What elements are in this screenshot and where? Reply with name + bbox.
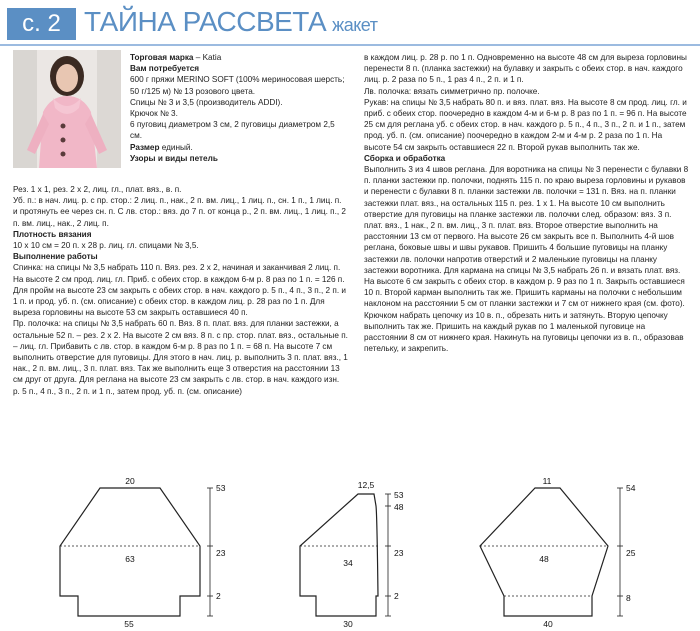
page-header xyxy=(0,0,700,44)
brand-label: Торговая марка xyxy=(130,53,194,62)
work-paragraph: в каждом лиц. р. 28 р. по 1 п. Одновременно на высоте 48 см для выреза горловины перенести 8 п. (планка застежки) на булавку и закрыть с обеих стор. в нач. каждого лиц. р. 2 раза по 5 п., 1 раз 4 п., 2 п. и 1 п. xyxy=(364,53,687,85)
title-main: ТАЙНА РАССВЕТА xyxy=(84,6,327,37)
schematic-front xyxy=(300,476,410,629)
sleeve-bottom-width: 40 xyxy=(543,619,553,629)
back-height-rib: 2 xyxy=(216,591,221,601)
model-photo xyxy=(13,50,121,168)
back-height-side: 23 xyxy=(216,548,226,558)
title-subtitle: жакет xyxy=(332,15,378,35)
front-height-rib: 2 xyxy=(394,591,399,601)
size-value: единый. xyxy=(159,142,193,152)
front-height-total: 53 xyxy=(394,490,404,500)
density-heading: Плотность вязания xyxy=(13,229,92,239)
right-column xyxy=(364,52,691,354)
density-text: 10 х 10 см = 20 п. х 28 р. лиц. гл. спицами № 3,5. xyxy=(13,241,199,251)
pattern-line: Рез. 1 х 1, рез. 2 х 2, лиц. гл., плат. вяз., в. п. xyxy=(13,185,182,194)
materials-block xyxy=(130,52,348,164)
sleeve-height-total: 54 xyxy=(626,483,636,493)
page-label: с. 2 xyxy=(7,8,76,40)
sleeve-height-mid: 25 xyxy=(626,548,636,558)
materials-heading: Вам потребуется xyxy=(130,64,200,74)
sleeve-width: 48 xyxy=(539,554,549,564)
work-heading: Выполнение работы xyxy=(13,252,98,262)
back-top-width: 20 xyxy=(125,476,135,486)
sleeve-top-width: 11 xyxy=(542,476,552,486)
materials-line: 600 г пряжи MERINO SOFT (100% мериносовая шерсть; 50 г/125 м) № 13 розового цвета. xyxy=(130,75,345,96)
sleeve-height-cuff: 8 xyxy=(626,593,631,603)
materials-line: Спицы № 3 и 3,5 (производитель ADDI). xyxy=(130,97,283,107)
front-outline xyxy=(300,494,378,616)
assembly-text: Выполнить 3 из 4 швов реглана. Для воротника на спицы № 3 перенести с булавки 8 п. планки застежки пр. полочки, поднять 115 п. по краю выреза горловины и рукавов и перенести с булавки 8 п. планки застежки лв. полочки = 131 п. Вяз. на п. планки застежки плат. вяз., на остальных 115 п. рез. 1 х 1. На высоте 10 см выполнить отверстие для пуговицы на планке застежки лв. полочки след. образом: вяз. 3 п. плат. вяз., 1 нак., 2 п. вм. лиц., 3 п. плат. вяз. Второе отверстие выполнить на расстоянии 13 см от первого. На высоте 26 см закрыть все п. Выполнить 4-й шов реглана, боковые швы и швы рукавов. Пришить 4 большие пуговицы на планку застежки лв. полочки напротив отверстий и 2 маленькие пуговицы на планку застежки воротника. Для кармана на спицы № 3,5 набрать 26 п. и вязать плат. вяз. На высоте 6 см закрыть с обеих стор. в каждом р. 9 раз по 1 п. Закрыть оставшиеся 10 п. Второй карман выполнить так же. Пришить карманы на полочки с небольшим наклоном на расстоянии 5 см от планки застежки и 7 см от нижнего края (см. фото). Крючком набрать цепочку из 10 в. п., обрезать нить и затянуть. Вторую цепочку выполнить так же. Пришить на каждый рукав по 1 маленькой пуговице на расстоянии 8 см от нижнего края. Накинуть на пуговицы цепочки из в. п., образовав петельку, и закрепить. xyxy=(364,165,689,354)
front-bottom-width: 30 xyxy=(343,619,353,629)
back-chest-width: 63 xyxy=(125,554,135,564)
brand-value: – Katia xyxy=(193,53,222,62)
back-bottom-width: 55 xyxy=(124,619,134,629)
header-rule xyxy=(0,44,700,46)
pattern-line: Уб. п.: в нач. лиц. р. с пр. стор.: 2 лиц. п., нак., 2 п. вм. лиц., 1 лиц. п., сн. 1 п., 1 лиц. п. и протянуть ее через сн. п. С лв. стор.: вяз. до 7 п. от конца р., 2 п. вм. лиц., 1 лиц. п., 2 п. вм. лиц., нак., 2 лиц. п. xyxy=(13,196,346,228)
back-outline xyxy=(60,488,200,616)
materials-line: Крючок № 3. xyxy=(130,109,178,119)
back-height-total: 53 xyxy=(216,483,226,493)
front-chest-width: 34 xyxy=(343,558,353,568)
schematic-sleeve xyxy=(480,476,650,629)
front-top-width: 12,5 xyxy=(357,480,375,490)
materials-line: 6 пуговиц диаметром 3 см, 2 пуговицы диаметром 2,5 см. xyxy=(130,120,335,141)
assembly-heading: Сборка и обработка xyxy=(364,153,446,163)
work-paragraph: Лв. полочка: вязать симметрично пр. полочке. xyxy=(364,86,540,96)
left-column xyxy=(13,184,348,397)
work-paragraph: Рукав: на спицы № 3,5 набрать 80 п. и вяз. плат. вяз. На высоте 8 см прод. лиц. гл. и приб. с обеих стор. поочередно в каждом 4-м и 6-м р. 8 раз по 1 п. = 96 п. На высоте 25 см для реглана уб. с обеих стор. в нач. каждого р. 5 п., 4 п., 3 п., 2 п. и 1 п., затем прод. уб. п. (см. описание) поочередно в каждом 2-м и 4-м р. 2 раза по 1 п. На высоте 54 см закрыть оставшиеся 22 п. Второй рукав выполнить так же. xyxy=(364,97,687,152)
front-height-side: 23 xyxy=(394,548,404,558)
front-height-neck: 48 xyxy=(394,502,404,512)
pattern-title xyxy=(84,6,377,38)
size-label: Размер xyxy=(130,142,160,152)
sleeve-outline xyxy=(480,488,608,616)
work-paragraph: Спинка: на спицы № 3,5 набрать 110 п. Вяз. рез. 2 х 2, начиная и заканчивая 2 лиц. п. На высоте 2 см прод. лиц. гл. Приб. с обеих стор. в каждом 6-м р. 8 раз по 1 п. = 126 п. Для пройм на высоте 23 см закрыть с обеих стор. в нач. каждого р. 5 п., 4 п., 3 п., 2 п. и 1 п. и прод. уб. п. (см. описание) с обеих стор. в каждом лиц. р. 28 раз по 1 п. Для выреза горловины на высоте 53 см закрыть оставшиеся 40 п. xyxy=(13,263,346,318)
schematic-back xyxy=(60,476,230,629)
patterns-heading: Узоры и виды петель xyxy=(130,153,218,163)
work-paragraph: Пр. полочка: на спицы № 3,5 набрать 60 п. Вяз. 8 п. плат. вяз. для планки застежки, а остальные 52 п. – рез. 2 х 2. На высоте 2 см вяз. 8 п. с пр. стор. плат. вяз., остальные п. – лиц. гл. Прибавить с лв. стор. в каждом 6-м р. 8 раз по 1 п. = 68 п. На высоте 7 см выполнить отверстие для пуговицы. Для этого в нач. лиц. р. выполнить 3 п. плат. вяз., 1 нак., 2 п. вм. лиц., 3 п. плат. вяз. Так же выполнить еще 3 отверстия на расстоянии 13 см друг от друга. Для реглана на высоте 23 см закрыть с лв. стор. в нач. каждого изн. р. 5 п., 4 п., 3 п., 2 п. и 1 п., затем прод. уб. п. (см. описание) xyxy=(13,319,348,396)
